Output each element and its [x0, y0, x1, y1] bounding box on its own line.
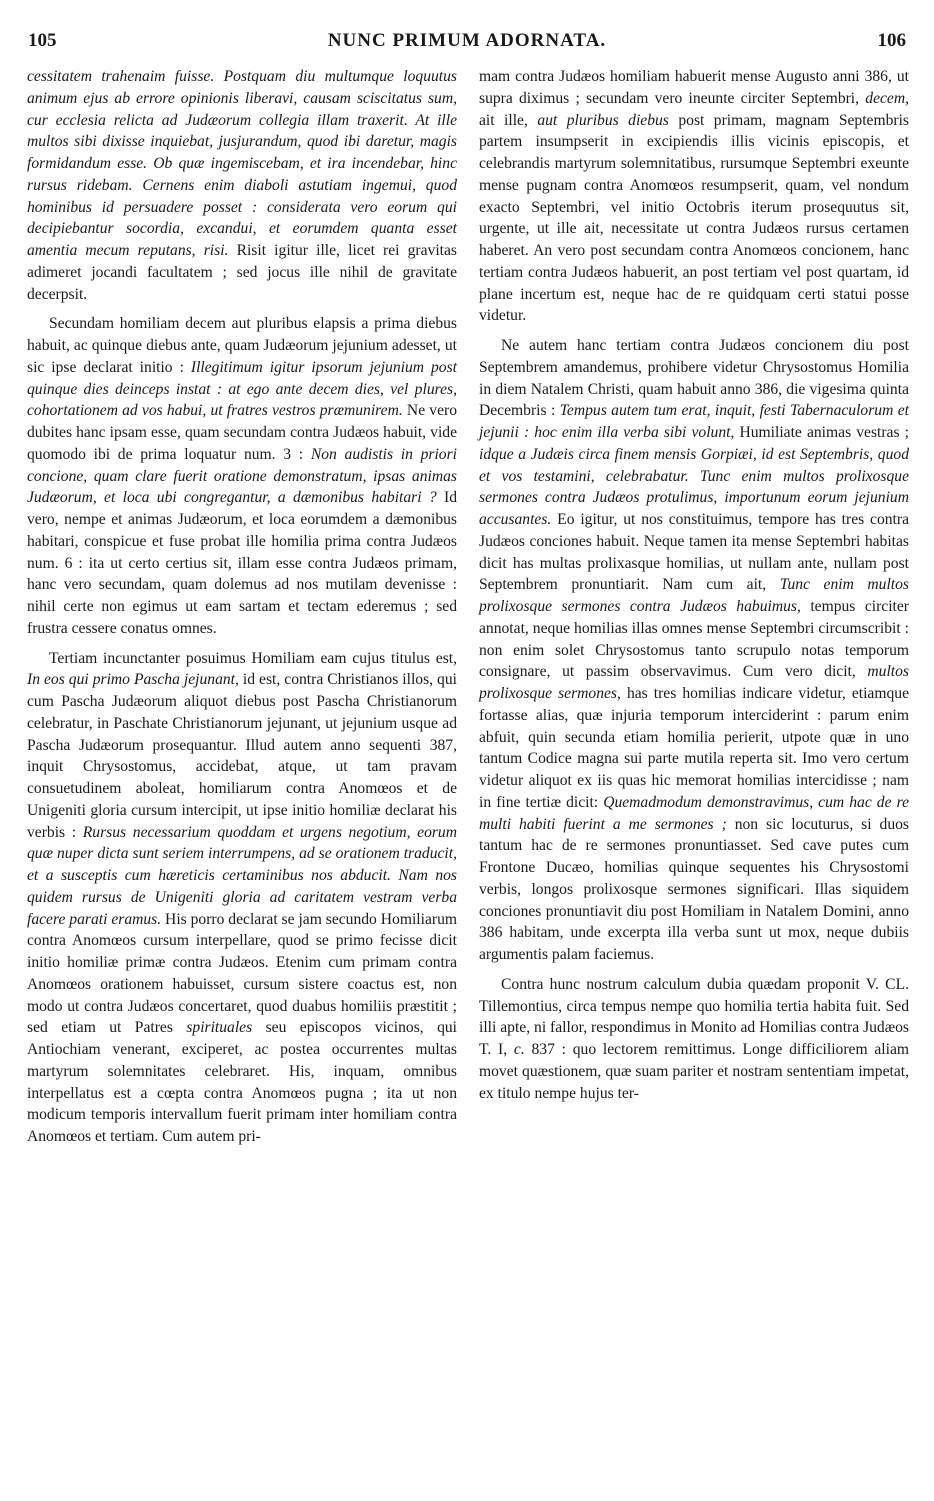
paragraph — [27, 648, 457, 1148]
paragraph — [479, 974, 909, 1105]
text-run-italic: multos prolixosque sermones, — [479, 663, 909, 702]
paragraph — [27, 313, 457, 639]
text-run: 837 : quo lectorem remittimus. Longe difficiliorem aliam movet quæstionem, quæ suam pariter et nostram sententiam impetat, ex titulo nempe hujus ter- — [479, 1041, 909, 1102]
text-run-italic: cessitatem trahenaim fuisse. Postquam diu multumque loquutus animum ejus ab errore opinionis liberavi, causam sciscitatus sum, cur ecclesia relicta ad Judæorum collegia illam traxerit. At ille multos sibi dixisse inquiebat, jusjurandum, quod ibi daretur, magis formidandum esse. Ob quæ ingemiscebam, et ira incendebar, hinc rursus ridebam. Cernens enim diaboli astutiam ingemui, quod hominibus id persuadere posset : considerata vero eorum qui decipiebantur socordia, excandui, et eorumdem quanta esset amentia mecum reputans, risi. — [27, 68, 457, 259]
text-run: Ne autem hanc tertiam contra Judæos concionem diu post Septembrem amandemus, prohibere videtur Chrysostomus Homilia in diem Natalem Christi, quam habuit anno 386, die vigesima quinta Decembris : — [479, 337, 909, 420]
text-run: Contra hunc nostrum calculum dubia quædam proponit V. CL. Tillemontius, circa tempus nempe quo homilia tertia habita fuit. Sed illi apte, ni fallor, respondimus in Monito ad Homilias contra Judæos T. I, — [479, 975, 909, 1058]
text-run-italic: Tunc enim multos prolixosque sermones contra Judæos habuimus, — [479, 576, 909, 615]
text-run: ait ille, — [479, 111, 538, 129]
text-run-italic: Illegitimum igitur ipsorum jejunium post quinque dies deinceps instat : at ego ante decem dies, vel plures, cohortationem ad vos habui, ut fratres vestros præmunirem. — [27, 358, 458, 420]
text-run: Secundam homiliam decem aut pluribus elapsis a prima diebus habuit, ac quinque diebus ante, quam Judæorum jejunium adesset, ut sic ipse declarat initio : — [27, 315, 457, 376]
text-run: id est, contra Christianos illos, qui cum Pascha Judæorum aliquot diebus post Pascha Christianorum celebratur, in Paschate Christianorum jejunant, ut jejunium usque ad Pascha Judæorum prosequantur. Illud autem anno sequenti 387, inquit Chrysostomus, accidebat, atque, ut tam pravam consuetudinem aboleat, homiliarum contra Anomœos et de Unigeniti gloria cursum intercipit, ut ipse initio homiliæ declarat his verbis : — [27, 671, 457, 841]
text-run: has tres homilias indicare videtur, etiamque fortasse alias, quæ injuria temporum interciderint : parum enim abfuit, quin secunda etiam homilia perierit, utpote quæ in uno tantum Codice magna sui parte mutila reperta sit. Imo vero certum videtur aliquot ex iis quas hic memorat homilias intercidisse ; nam in fine tertiæ dicit: — [479, 685, 910, 811]
paragraph — [479, 66, 909, 327]
text-run-italic: aut pluribus diebus — [537, 111, 669, 129]
text-run-italic: Tempus autem tum erat, inquit, festi Tabernaculorum et jejunii : hoc enim illa verba sibi volunt, — [479, 402, 909, 441]
text-run: His porro declarat se jam secundo Homiliarum contra Anomœos cursum interpellare, quod se primo fecisse dicit initio homiliæ primæ contra Judæos. Etenim cum primam contra Anomœos orationem habuisset, cursum sistere coactus est, non modo ut contra Judæos concertaret, quod duabus homiliis præstitit ; sed etiam ut Patres — [27, 910, 457, 1037]
text-run-italic: Quemadmodum demonstravimus, cum hac de re multi habiti fuerint a me sermones ; — [479, 793, 909, 833]
text-run-italic: decem, — [865, 89, 909, 107]
running-title: NUNC PRIMUM ADORNATA. — [327, 30, 607, 51]
page-number-right: 106 — [877, 30, 906, 51]
text-run-italic: Non audistis in priori concione, quam clare fuerit oratione demonstratum, ipsas animas Judæorum, et loca ubi congregantur, a dæmonibus habitari ? — [27, 445, 457, 507]
text-run: mam contra Judæos homiliam habuerit mense Augusto anni 386, ut supra diximus ; secundam vero ineunte circiter Septembri, — [479, 68, 909, 107]
text-run: seu episcopos vicinos, qui Antiochiam venerant, exciperet, ac postea occurrentes multas martyrum solemnitates celebraret. His, inquam, omnibus interpellatus est a cœpta contra Anomœos pugna ; ita ut non modicum temporis intervallum fuerit primam inter homiliam contra Anomœos et tertiam. Cum autem pri- — [27, 1019, 457, 1145]
text-run-italic: spirituales — [186, 1019, 253, 1037]
text-run: tempus circiter annotat, neque homilias illas omnes mense Septembri circumscribit : non enim solet Chrysostomus tanto scrupulo notas temporum consignare, ut passim observavimus. Cum vero dicit, — [479, 598, 909, 681]
text-run: Risit igitur ille, licet rei gravitas adimeret jocandi facultatem ; sed jocus ille nihil de gravitate decerpsit. — [27, 242, 458, 303]
text-run-italic: c. — [513, 1041, 525, 1058]
text-run: Id vero, nempe et animas Judæorum, et loca eorumdem a dæmonibus habitari, conspicue et fuse probat ille homilia prima contra Judæos num. 6 : ita ut certo certius sit, illam esse contra Judæos primam, hanc vero secundam, quam dolemus ad nos mutilam devenisse : nihil certe non egimus ut eam sartam et tectam ederemus ; sed frustra cessere conatus omnes. — [27, 489, 458, 637]
left-text-column — [27, 66, 457, 1156]
paragraph — [27, 66, 457, 305]
right-text-column — [479, 66, 909, 1112]
running-header — [28, 30, 906, 60]
text-run-italic: In eos qui primo Pascha jejunant, — [27, 671, 239, 689]
text-run: Tertiam incunctanter posuimus Homiliam eam cujus titulus est, — [49, 649, 457, 667]
text-run: non sic locuturus, si duos tantum hac de re sermones pronuntiasset. Sed cave putes cum Frontone Ducæo, homilias quinque sequentes his Chrysostomi verbis, longos prolixosque sermones significari. Illas siquidem conciones pronuntiavit diu post Homiliam in Natalem Domini, anno 386 habitam, unde excerpta illa verba sunt ut mox, neque dubiis argumentis palam faciemus. — [479, 815, 909, 963]
text-run: Ne vero dubites hanc ipsam esse, quam secundam contra Judæos habuit, vide quomodo ibi de prima loquatur num. 3 : — [27, 402, 457, 463]
text-run-italic: idque a Judæis circa finem mensis Gorpiæi, id est Septembris, quod et vos testamini, celebrabatur. Tunc enim multos prolixosque sermones contra Judæos protulimus, importunum eorum jejunium accusantes. — [479, 445, 909, 528]
text-run: post primam, magnam Septembris partem insumpserit in excipiendis illis vicinis episcopis, et celebrandis martyrum solemnitatibus, rursumque Septembri exeunte mense pugnam contra Anomœos resumpserit, quam, vel nondum exacto Septembri, vel initio Octobris iterum prosequutus sit, urgente, ut ille ait, necessitate ut contra Judæos rursus certamen haberet. An vero post secundam contra Anomœos concionem, hanc tertiam contra Judæos habuerit, an post tertiam vel post quartam, id plane incertum est, neque hac de re quidquam certi statui posse videtur. — [479, 111, 909, 325]
paragraph — [479, 335, 909, 966]
text-run: Humiliate animas vestras ; — [734, 424, 909, 441]
text-run: Eo igitur, ut nos constituimus, tempore has tres contra Judæos conciones habuit. Neque tamen ita mense Septembri habitas dicit has multas prolixasque homilias, ut nullam ante, nullam post Septembrem pronuntiarit. Nam cum ait, — [479, 511, 909, 594]
text-run-italic: Rursus necessarium quoddam et urgens negotium, eorum quæ nuper dicta sunt seriem interrumpens, ad se orationem traducit, et a susceptis cum hæreticis certaminibus nos abducit. Nam nos quidem rursus de Unigeniti gloria ad caritatem vestram verba facere parati eramus. — [27, 823, 457, 928]
page-number-left: 105 — [28, 30, 57, 51]
